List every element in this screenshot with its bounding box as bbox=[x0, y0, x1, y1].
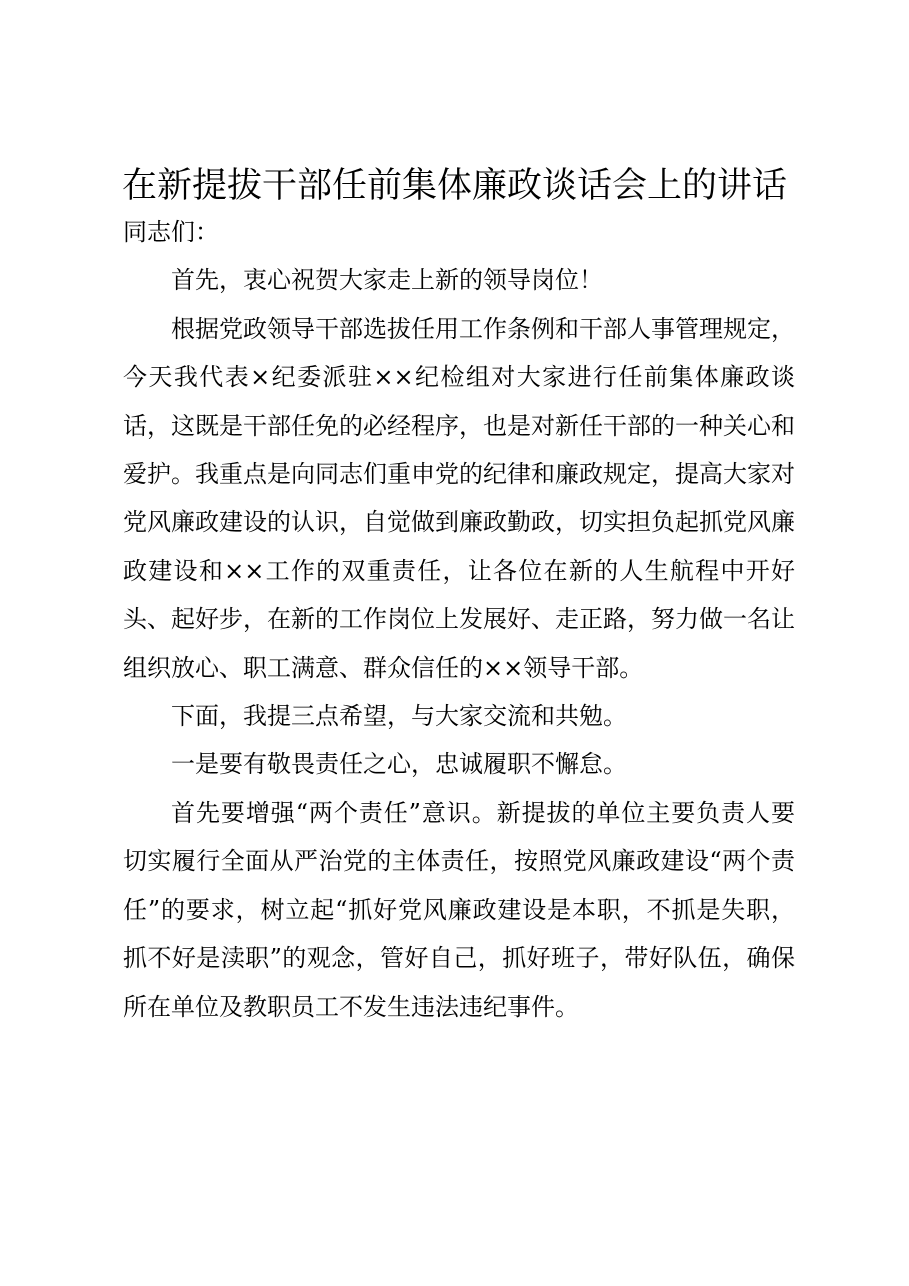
paragraph-congratulation: 首先，衷心祝贺大家走上新的领导岗位！ bbox=[171, 266, 603, 295]
paragraph-point-one: 一是要有敬畏责任之心，忠诚履职不懈怠。 bbox=[171, 750, 627, 779]
paragraph-two-responsibilities: 首先要增强“两个责任”意识。新提拔的单位主要负责人要切实履行全面从严治党的主体责任，按照党风廉政建设“两个责任”的要求，树立起“抓好党风廉政建设是本职，不抓是失职，抓不好是渎职”的观念，管好自己，抓好班子，带好队伍，确保所在单位及教职员工不发生违法违纪事件。 bbox=[123, 798, 795, 1021]
paragraph-purpose: 根据党政领导干部选拔任用工作条例和干部人事管理规定，今天我代表×纪委派驻××纪检组对大家进行任前集体廉政谈话，这既是干部任免的必经程序，也是对新任干部的一种关心和爱护。我重点是向同志们重申党的纪律和廉政规定，提高大家对党风廉政建设的认识，自觉做到廉政勤政，切实担负起抓党风廉政建设和××工作的双重责任，让各位在新的人生航程中开好头、起好步，在新的工作岗位上发展好、走正路，努力做一名让组织放心、职工满意、群众信任的××领导干部。 bbox=[123, 314, 795, 682]
document-body bbox=[123, 208, 795, 1031]
paragraph-three-hopes: 下面，我提三点希望，与大家交流和共勉。 bbox=[171, 702, 627, 731]
document-title: 在新提拔干部任前集体廉政谈话会上的讲话 bbox=[121, 166, 787, 206]
salutation: 同志们： bbox=[123, 218, 219, 246]
